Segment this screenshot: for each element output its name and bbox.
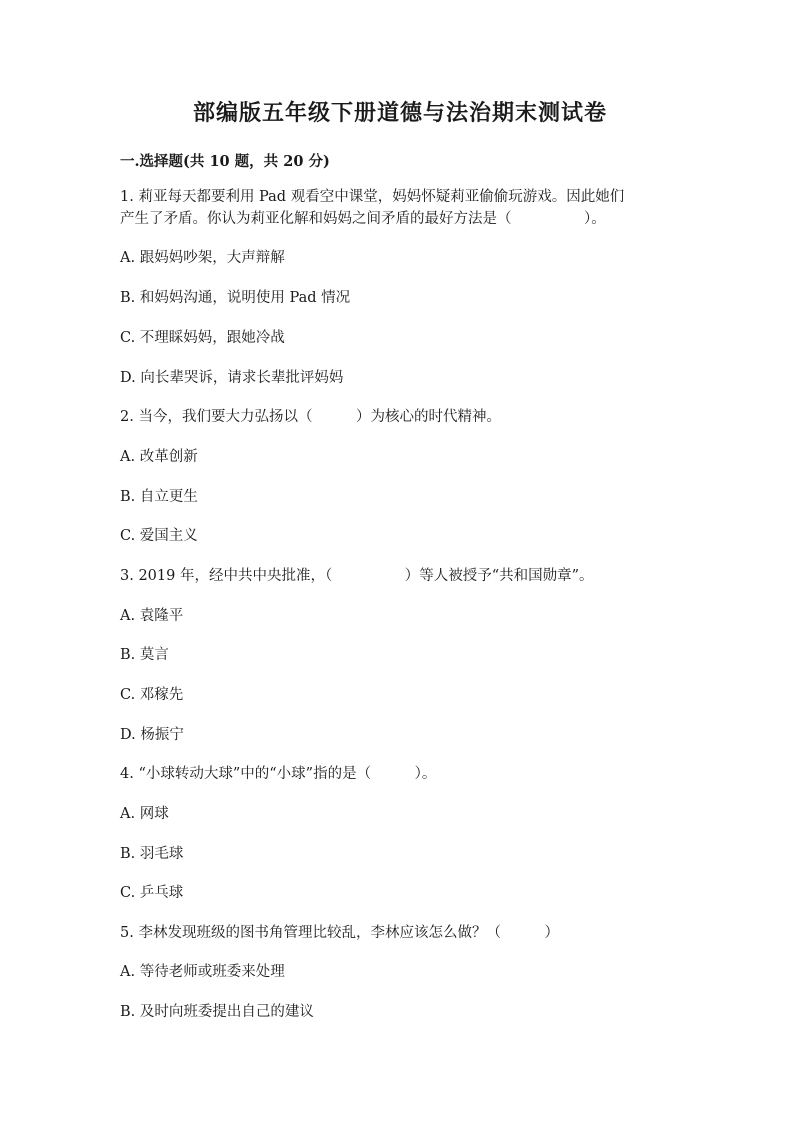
question-2-option-c: C. 爱国主义 bbox=[120, 528, 198, 544]
question-1-stem-line-1: 1. 莉亚每天都要利用 Pad 观看空中课堂，妈妈怀疑莉亚偷偷玩游戏。因此她们 bbox=[120, 189, 625, 205]
question-5-option-b: B. 及时向班委提出自己的建议 bbox=[120, 1004, 314, 1020]
page-title: 部编版五年级下册道德与法治期末测试卷 bbox=[192, 100, 607, 126]
question-1-stem-line-2: 产生了矛盾。你认为莉亚化解和妈妈之间矛盾的最好方法是（ ）。 bbox=[120, 211, 606, 227]
question-1-option-a: A. 跟妈妈吵架，大声辩解 bbox=[120, 250, 285, 266]
question-3-stem: 3. 2019 年，经中共中央批准，（ ）等人被授予“共和国勋章”。 bbox=[120, 568, 594, 584]
question-4-stem: 4. “小球转动大球”中的“小球”指的是（ ）。 bbox=[120, 766, 437, 782]
question-1-option-b: B. 和妈妈沟通，说明使用 Pad 情况 bbox=[120, 290, 351, 306]
question-1-option-d: D. 向长辈哭诉，请求长辈批评妈妈 bbox=[120, 370, 344, 386]
question-5-option-a: A. 等待老师或班委来处理 bbox=[120, 964, 285, 980]
question-2-stem: 2. 当今，我们要大力弘扬以（ ）为核心的时代精神。 bbox=[120, 409, 501, 425]
question-4-option-b: B. 羽毛球 bbox=[120, 846, 184, 862]
question-3-option-c: C. 邓稼先 bbox=[120, 687, 184, 703]
question-4-option-c: C. 乒乓球 bbox=[120, 885, 184, 901]
question-5-stem: 5. 李林发现班级的图书角管理比较乱，李林应该怎么做？（ ） bbox=[120, 925, 559, 941]
question-1-option-c: C. 不理睬妈妈，跟她冷战 bbox=[120, 330, 285, 346]
question-2-option-b: B. 自立更生 bbox=[120, 489, 198, 505]
section-heading: 一.选择题(共 10 题，共 20 分) bbox=[120, 153, 330, 170]
question-3-option-b: B. 莫言 bbox=[120, 647, 169, 663]
question-2-option-a: A. 改革创新 bbox=[120, 449, 198, 465]
question-4-option-a: A. 网球 bbox=[120, 806, 169, 822]
question-3-option-d: D. 杨振宁 bbox=[120, 727, 184, 743]
question-3-option-a: A. 袁隆平 bbox=[120, 608, 184, 624]
